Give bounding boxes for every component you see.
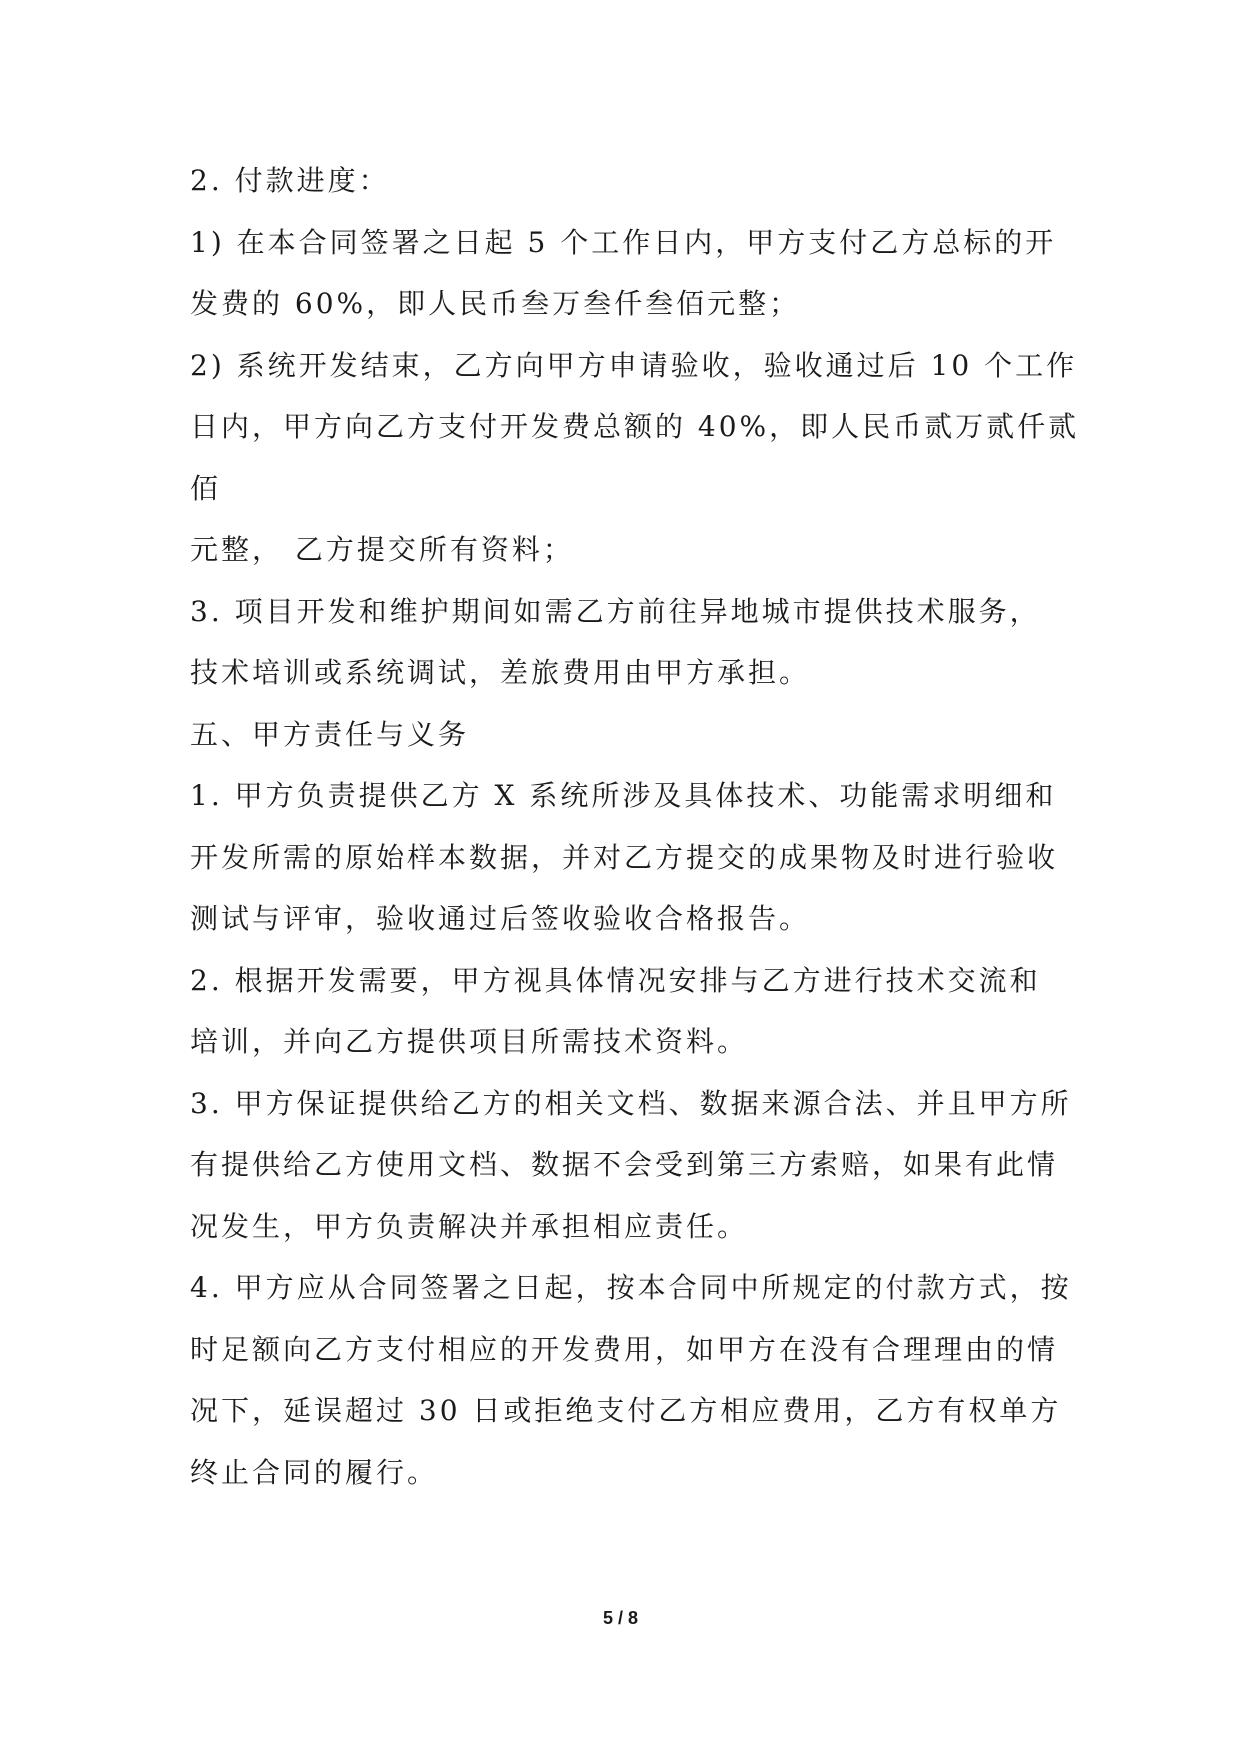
text-line: 2. 根据开发需要，甲方视具体情况安排与乙方进行技术交流和 xyxy=(190,963,1041,997)
text-line: 2. 付款进度： xyxy=(190,164,390,197)
text-line: 终止合同的履行。 xyxy=(190,1455,439,1489)
text-line: 况发生，甲方负责解决并承担相应责任。 xyxy=(190,1209,749,1243)
text-line: 元整， 乙方提交所有资料； xyxy=(190,533,574,566)
text-line: 技术培训或系统调试，差旅费用由甲方承担。 xyxy=(190,656,811,689)
text-line: 况下，延误超过 30 日或拒绝支付乙方相应费用，乙方有权单方 xyxy=(190,1394,1062,1427)
text-line: 1) 在本合同签署之日起 5 个工作日内，甲方支付乙方总标的开 xyxy=(190,225,1057,259)
text-line: 4. 甲方应从合同签署之日起，按本合同中所规定的付款方式，按 xyxy=(190,1271,1072,1304)
document-body xyxy=(190,150,1080,1503)
page-number: 5 / 8 xyxy=(602,1608,639,1628)
text-line: 3. 项目开发和维护期间如需乙方前往异地城市提供技术服务， xyxy=(190,594,1041,628)
text-line: 时足额向乙方支付相应的开发费用，如甲方在没有合理理由的情 xyxy=(190,1332,1059,1366)
text-line: 佰 xyxy=(190,471,222,505)
text-line: 发费的 60%，即人民币叁万叁仟叁佰元整； xyxy=(190,287,801,320)
text-line: 测试与评审，验收通过后签收验收合格报告。 xyxy=(190,902,811,935)
text-line: 1. 甲方负责提供乙方 X 系统所涉及具体技术、功能需求明细和 xyxy=(190,779,1057,812)
text-line: 日内，甲方向乙方支付开发费总额的 40%，即人民币贰万贰仟贰 xyxy=(190,410,1080,443)
text-line: 有提供给乙方使用文档、数据不会受到第三方索赔，如果有此情 xyxy=(190,1148,1059,1181)
text-line: 2) 系统开发结束，乙方向甲方申请验收，验收通过后 10 个工作 xyxy=(190,348,1078,382)
text-line: 培训，并向乙方提供项目所需技术资料。 xyxy=(190,1025,749,1058)
section-heading: 五、甲方责任与义务 xyxy=(190,717,470,751)
text-line: 开发所需的原始样本数据，并对乙方提交的成果物及时进行验收 xyxy=(190,840,1059,874)
text-line: 3. 甲方保证提供给乙方的相关文档、数据来源合法、并且甲方所 xyxy=(190,1086,1072,1120)
